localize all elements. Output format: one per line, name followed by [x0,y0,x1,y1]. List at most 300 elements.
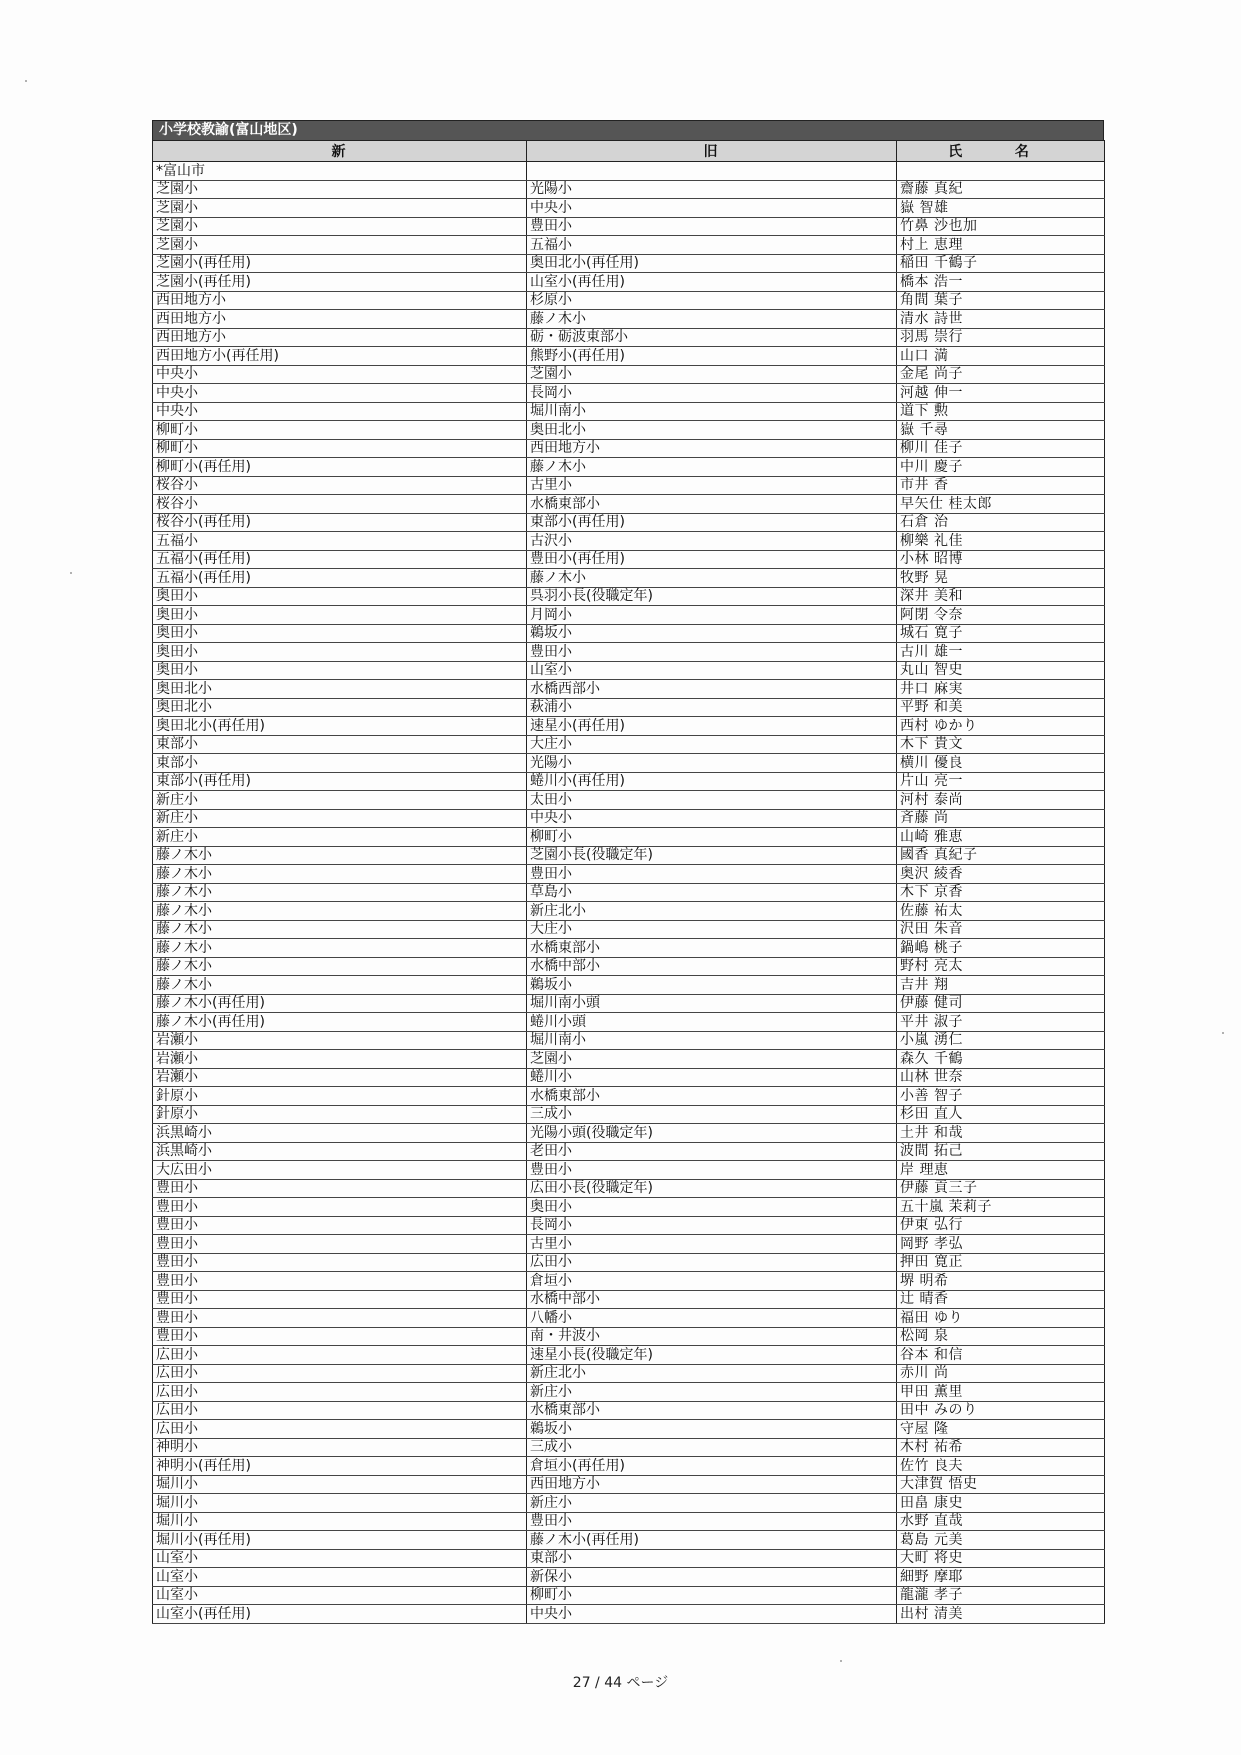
teacher-name-cell: 土井 和哉 [897,1124,1105,1143]
table-row [153,828,1105,847]
table-row [153,1087,1105,1106]
old-school-cell: 月岡小 [527,606,897,625]
old-school-cell: 太田小 [527,791,897,810]
table-row [153,791,1105,810]
teacher-name-cell: 清水 詩世 [897,310,1105,329]
new-school-cell: 芝園小 [153,199,527,218]
old-school-cell: 大庄小 [527,920,897,939]
table-row [153,587,1105,606]
table-row [153,273,1105,292]
teacher-name-cell: 森久 千鶴 [897,1050,1105,1069]
table-row [153,1124,1105,1143]
table-row [153,476,1105,495]
new-school-cell: 豊田小 [153,1309,527,1328]
old-school-cell: 藤ノ木小 [527,310,897,329]
teacher-name-cell: 嶽 千尋 [897,421,1105,440]
table-row [153,384,1105,403]
table-row [153,1364,1105,1383]
new-school-cell: 豊田小 [153,1179,527,1198]
old-school-cell: 藤ノ木小 [527,569,897,588]
table-row [153,994,1105,1013]
scan-speck [840,1660,842,1662]
new-school-cell: 中央小 [153,365,527,384]
table-row [153,1438,1105,1457]
new-school-cell: 山室小 [153,1549,527,1568]
teacher-name-cell: 山崎 雅恵 [897,828,1105,847]
new-school-cell: 堀川小 [153,1475,527,1494]
table-row [153,976,1105,995]
table-row [153,421,1105,440]
old-school-cell: 長岡小 [527,1216,897,1235]
teacher-name-cell: 阿閉 令奈 [897,606,1105,625]
teacher-name-cell: 羽馬 崇行 [897,328,1105,347]
table-row [153,458,1105,477]
table-row [153,939,1105,958]
new-school-cell: 東部小 [153,735,527,754]
new-school-cell: 豊田小 [153,1327,527,1346]
new-school-cell: 西田地方小(再任用) [153,347,527,366]
old-school-cell: 豊田小 [527,217,897,236]
teacher-name-cell: 甲田 薫里 [897,1383,1105,1402]
teacher-name-cell: 水野 直哉 [897,1512,1105,1531]
new-school-cell: 針原小 [153,1105,527,1124]
page-footer: 27 / 44 ページ [572,1675,669,1691]
teacher-name-cell: 河越 伸一 [897,384,1105,403]
teacher-name-cell: 金尾 尚子 [897,365,1105,384]
teacher-name-cell: 伊東 弘行 [897,1216,1105,1235]
teacher-name-cell: 大津賀 悟史 [897,1475,1105,1494]
new-school-cell: 奥田小 [153,643,527,662]
new-school-cell: 藤ノ木小 [153,902,527,921]
teacher-name-cell: 奥沢 綾香 [897,865,1105,884]
old-school-cell: 五福小 [527,236,897,255]
new-school-cell: 東部小(再任用) [153,772,527,791]
teacher-name-cell: 吉井 翔 [897,976,1105,995]
new-school-cell: 岩瀬小 [153,1068,527,1087]
old-school-cell: 奥田北小 [527,421,897,440]
table-row [153,1013,1105,1032]
new-school-cell: 柳町小 [153,421,527,440]
new-school-cell: 芝園小(再任用) [153,273,527,292]
new-school-cell: 堀川小 [153,1494,527,1513]
table-row [153,1216,1105,1235]
teacher-name-cell: 松岡 泉 [897,1327,1105,1346]
old-school-cell: 倉垣小 [527,1272,897,1291]
teacher-name-cell: 道下 勲 [897,402,1105,421]
teacher-name-cell: 山林 世奈 [897,1068,1105,1087]
table-row [153,1068,1105,1087]
old-school-cell: 鵜坂小 [527,976,897,995]
table-row [153,1309,1105,1328]
old-school-cell: 東部小 [527,1549,897,1568]
new-school-cell: 西田地方小 [153,328,527,347]
teacher-name-cell: 小善 智子 [897,1087,1105,1106]
new-school-cell: 五福小(再任用) [153,569,527,588]
table-row [153,1457,1105,1476]
teacher-name-cell: 嶽 智雄 [897,199,1105,218]
old-school-cell: 蜷川小 [527,1068,897,1087]
roster-table [152,140,1105,1624]
new-school-cell: 奥田小 [153,587,527,606]
teacher-name-cell: 赤川 尚 [897,1364,1105,1383]
new-school-cell: 山室小 [153,1586,527,1605]
old-school-cell: 柳町小 [527,828,897,847]
teacher-name-cell: 出村 清美 [897,1605,1105,1624]
empty-cell [527,162,897,181]
table-row [153,328,1105,347]
teacher-name-cell: 龍瀧 孝子 [897,1586,1105,1605]
teacher-name-cell: 井口 麻実 [897,680,1105,699]
teacher-name-cell: 山口 満 [897,347,1105,366]
old-school-cell: 大庄小 [527,735,897,754]
table-row [153,1235,1105,1254]
table-row [153,199,1105,218]
teacher-name-cell: 野村 亮太 [897,957,1105,976]
table-row [153,606,1105,625]
table-row [153,1494,1105,1513]
old-school-cell: 山室小(再任用) [527,273,897,292]
teacher-name-cell: 早矢仕 桂太郎 [897,495,1105,514]
new-school-cell: 山室小(再任用) [153,1605,527,1624]
old-school-cell: 新庄北小 [527,1364,897,1383]
new-school-cell: 藤ノ木小 [153,939,527,958]
table-row [153,883,1105,902]
old-school-cell: 速星小(再任用) [527,717,897,736]
column-header-name: 氏 名 [897,141,1105,162]
new-school-cell: 藤ノ木小 [153,846,527,865]
old-school-cell: 藤ノ木小 [527,458,897,477]
teacher-name-cell: 古川 雄一 [897,643,1105,662]
table-row [153,957,1105,976]
old-school-cell: 豊田小(再任用) [527,550,897,569]
new-school-cell: 五福小(再任用) [153,550,527,569]
teacher-name-cell: 佐竹 良夫 [897,1457,1105,1476]
table-row [153,291,1105,310]
old-school-cell: 中央小 [527,809,897,828]
teacher-name-cell: 堺 明希 [897,1272,1105,1291]
new-school-cell: 芝園小 [153,236,527,255]
old-school-cell: 光陽小 [527,180,897,199]
teacher-name-cell: 葛島 元美 [897,1531,1105,1550]
new-school-cell: 豊田小 [153,1235,527,1254]
old-school-cell: 蜷川小(再任用) [527,772,897,791]
table-row [153,1142,1105,1161]
old-school-cell: 広田小長(役職定年) [527,1179,897,1198]
scan-speck [70,572,72,574]
old-school-cell: 豊田小 [527,1512,897,1531]
table-row [153,254,1105,273]
new-school-cell: 桜谷小(再任用) [153,513,527,532]
teacher-name-cell: 柳川 佳子 [897,439,1105,458]
table-row [153,661,1105,680]
teacher-name-cell: 田畠 康史 [897,1494,1105,1513]
new-school-cell: 柳町小(再任用) [153,458,527,477]
old-school-cell: 東部小(再任用) [527,513,897,532]
table-row [153,1605,1105,1624]
old-school-cell: 南・井波小 [527,1327,897,1346]
old-school-cell: 堀川南小頭 [527,994,897,1013]
new-school-cell: 奥田北小(再任用) [153,717,527,736]
old-school-cell: 古沢小 [527,532,897,551]
table-row [153,1253,1105,1272]
teacher-name-cell: 片山 亮一 [897,772,1105,791]
table-row [153,1290,1105,1309]
new-school-cell: 藤ノ木小(再任用) [153,994,527,1013]
teacher-name-cell: 田中 みのり [897,1401,1105,1420]
old-school-cell: 水橋東部小 [527,495,897,514]
new-school-cell: 浜黒崎小 [153,1124,527,1143]
old-school-cell: 新庄小 [527,1494,897,1513]
old-school-cell: 砺・砺波東部小 [527,328,897,347]
new-school-cell: 新庄小 [153,828,527,847]
teacher-name-cell: 深井 美和 [897,587,1105,606]
teacher-name-cell: 西村 ゆかり [897,717,1105,736]
table-row [153,846,1105,865]
new-school-cell: 新庄小 [153,809,527,828]
old-school-cell: 水橋東部小 [527,939,897,958]
teacher-name-cell: 平井 淑子 [897,1013,1105,1032]
table-row [153,1531,1105,1550]
teacher-name-cell: 丸山 智史 [897,661,1105,680]
table-row [153,1512,1105,1531]
old-school-cell: 鵜坂小 [527,1420,897,1439]
old-school-cell: 西田地方小 [527,1475,897,1494]
old-school-cell: 芝園小長(役職定年) [527,846,897,865]
table-row [153,1031,1105,1050]
new-school-cell: 藤ノ木小 [153,976,527,995]
table-row [153,680,1105,699]
table-row [153,236,1105,255]
teacher-name-cell: 竹鼻 沙也加 [897,217,1105,236]
old-school-cell: 古里小 [527,476,897,495]
old-school-cell: 光陽小頭(役職定年) [527,1124,897,1143]
teacher-name-cell: 福田 ゆり [897,1309,1105,1328]
old-school-cell: 熊野小(再任用) [527,347,897,366]
new-school-cell: 針原小 [153,1087,527,1106]
old-school-cell: 倉垣小(再任用) [527,1457,897,1476]
table-row [153,310,1105,329]
old-school-cell: 中央小 [527,1605,897,1624]
new-school-cell: 神明小 [153,1438,527,1457]
teacher-name-cell: 佐藤 祐太 [897,902,1105,921]
table-row [153,1475,1105,1494]
old-school-cell: 古里小 [527,1235,897,1254]
teacher-name-cell: 橋本 浩一 [897,273,1105,292]
table-row [153,402,1105,421]
new-school-cell: 豊田小 [153,1216,527,1235]
new-school-cell: 神明小(再任用) [153,1457,527,1476]
new-school-cell: 広田小 [153,1401,527,1420]
old-school-cell: 新庄小 [527,1383,897,1402]
new-school-cell: 中央小 [153,402,527,421]
table-row [153,513,1105,532]
teacher-name-cell: 角間 葉子 [897,291,1105,310]
old-school-cell: 八幡小 [527,1309,897,1328]
table-row [153,902,1105,921]
teacher-name-cell: 細野 摩耶 [897,1568,1105,1587]
new-school-cell: 柳町小 [153,439,527,458]
teacher-name-cell: 横川 優良 [897,754,1105,773]
table-row [153,1050,1105,1069]
new-school-cell: 藤ノ木小 [153,920,527,939]
scan-speck [25,80,27,82]
old-school-cell: 堀川南小 [527,402,897,421]
new-school-cell: 奥田小 [153,661,527,680]
table-row [153,439,1105,458]
new-school-cell: 奥田北小 [153,680,527,699]
table-row [153,735,1105,754]
new-school-cell: 藤ノ木小 [153,865,527,884]
teacher-name-cell: 沢田 朱音 [897,920,1105,939]
city-label: *富山市 [153,162,527,181]
table-row [153,920,1105,939]
old-school-cell: 呉羽小長(役職定年) [527,587,897,606]
old-school-cell: 草島小 [527,883,897,902]
old-school-cell: 奥田小 [527,1198,897,1217]
new-school-cell: 浜黒崎小 [153,1142,527,1161]
new-school-cell: 藤ノ木小(再任用) [153,1013,527,1032]
table-row [153,550,1105,569]
old-school-cell: 光陽小 [527,754,897,773]
table-row [153,347,1105,366]
old-school-cell: 豊田小 [527,643,897,662]
table-row [153,1586,1105,1605]
personnel-sheet [152,120,1104,1624]
new-school-cell: 奥田北小 [153,698,527,717]
teacher-name-cell: 辻 晴香 [897,1290,1105,1309]
old-school-cell: 三成小 [527,1438,897,1457]
teacher-name-cell: 城石 寛子 [897,624,1105,643]
table-row [153,1327,1105,1346]
teacher-name-cell: 伊藤 貢三子 [897,1179,1105,1198]
table-row [153,532,1105,551]
new-school-cell: 西田地方小 [153,310,527,329]
teacher-name-cell: 市井 香 [897,476,1105,495]
table-row [153,717,1105,736]
teacher-name-cell: 杉田 直人 [897,1105,1105,1124]
teacher-name-cell: 國香 真紀子 [897,846,1105,865]
teacher-name-cell: 平野 和美 [897,698,1105,717]
new-school-cell: 豊田小 [153,1290,527,1309]
new-school-cell: 岩瀬小 [153,1031,527,1050]
old-school-cell: 堀川南小 [527,1031,897,1050]
teacher-name-cell: 斉藤 尚 [897,809,1105,828]
table-row [153,1198,1105,1217]
new-school-cell: 堀川小 [153,1512,527,1531]
teacher-name-cell: 波間 拓己 [897,1142,1105,1161]
old-school-cell: 広田小 [527,1253,897,1272]
teacher-name-cell: 小嵐 湧仁 [897,1031,1105,1050]
empty-cell [897,162,1105,181]
old-school-cell: 長岡小 [527,384,897,403]
new-school-cell: 芝園小 [153,180,527,199]
new-school-cell: 岩瀬小 [153,1050,527,1069]
teacher-name-cell: 木下 京香 [897,883,1105,902]
new-school-cell: 豊田小 [153,1198,527,1217]
old-school-cell: 杉原小 [527,291,897,310]
table-row [153,772,1105,791]
table-row [153,698,1105,717]
new-school-cell: 豊田小 [153,1253,527,1272]
header-row [153,141,1105,162]
table-row [153,217,1105,236]
old-school-cell: 萩浦小 [527,698,897,717]
old-school-cell: 芝園小 [527,1050,897,1069]
teacher-name-cell: 中川 慶子 [897,458,1105,477]
column-header-old: 旧 [527,141,897,162]
old-school-cell: 柳町小 [527,1586,897,1605]
teacher-name-cell: 村上 恵理 [897,236,1105,255]
new-school-cell: 五福小 [153,532,527,551]
old-school-cell: 老田小 [527,1142,897,1161]
old-school-cell: 水橋西部小 [527,680,897,699]
old-school-cell: 新庄北小 [527,902,897,921]
table-row [153,180,1105,199]
new-school-cell: 豊田小 [153,1272,527,1291]
table-row [153,365,1105,384]
new-school-cell: 大広田小 [153,1161,527,1180]
teacher-name-cell: 木下 貴文 [897,735,1105,754]
teacher-name-cell: 押田 寛正 [897,1253,1105,1272]
new-school-cell: 山室小 [153,1568,527,1587]
table-row [153,1401,1105,1420]
new-school-cell: 桜谷小 [153,495,527,514]
new-school-cell: 広田小 [153,1383,527,1402]
old-school-cell: 奥田北小(再任用) [527,254,897,273]
teacher-name-cell: 岸 理恵 [897,1161,1105,1180]
table-row [153,809,1105,828]
table-row [153,624,1105,643]
table-row [153,1549,1105,1568]
new-school-cell: 中央小 [153,384,527,403]
table-row [153,1346,1105,1365]
new-school-cell: 芝園小(再任用) [153,254,527,273]
new-school-cell: 東部小 [153,754,527,773]
table-row [153,1105,1105,1124]
teacher-name-cell: 大町 将史 [897,1549,1105,1568]
teacher-name-cell: 齋藤 真紀 [897,180,1105,199]
old-school-cell: 鵜坂小 [527,624,897,643]
teacher-name-cell: 守屋 隆 [897,1420,1105,1439]
table-row [153,1383,1105,1402]
new-school-cell: 広田小 [153,1364,527,1383]
table-row [153,569,1105,588]
teacher-name-cell: 鍋嶋 桃子 [897,939,1105,958]
new-school-cell: 奥田小 [153,624,527,643]
new-school-cell: 広田小 [153,1420,527,1439]
table-row [153,1179,1105,1198]
teacher-name-cell: 木村 祐希 [897,1438,1105,1457]
old-school-cell: 新保小 [527,1568,897,1587]
old-school-cell: 速星小長(役職定年) [527,1346,897,1365]
teacher-name-cell: 河村 泰尚 [897,791,1105,810]
old-school-cell: 水橋東部小 [527,1401,897,1420]
table-row [153,495,1105,514]
table-row [153,1161,1105,1180]
teacher-name-cell: 稲田 千鶴子 [897,254,1105,273]
scan-speck [1222,1032,1224,1034]
table-row [153,1420,1105,1439]
old-school-cell: 水橋中部小 [527,957,897,976]
new-school-cell: 藤ノ木小 [153,957,527,976]
old-school-cell: 西田地方小 [527,439,897,458]
teacher-name-cell: 小林 昭博 [897,550,1105,569]
city-row [153,162,1105,181]
new-school-cell: 西田地方小 [153,291,527,310]
table-row [153,643,1105,662]
old-school-cell: 豊田小 [527,865,897,884]
old-school-cell: 芝園小 [527,365,897,384]
